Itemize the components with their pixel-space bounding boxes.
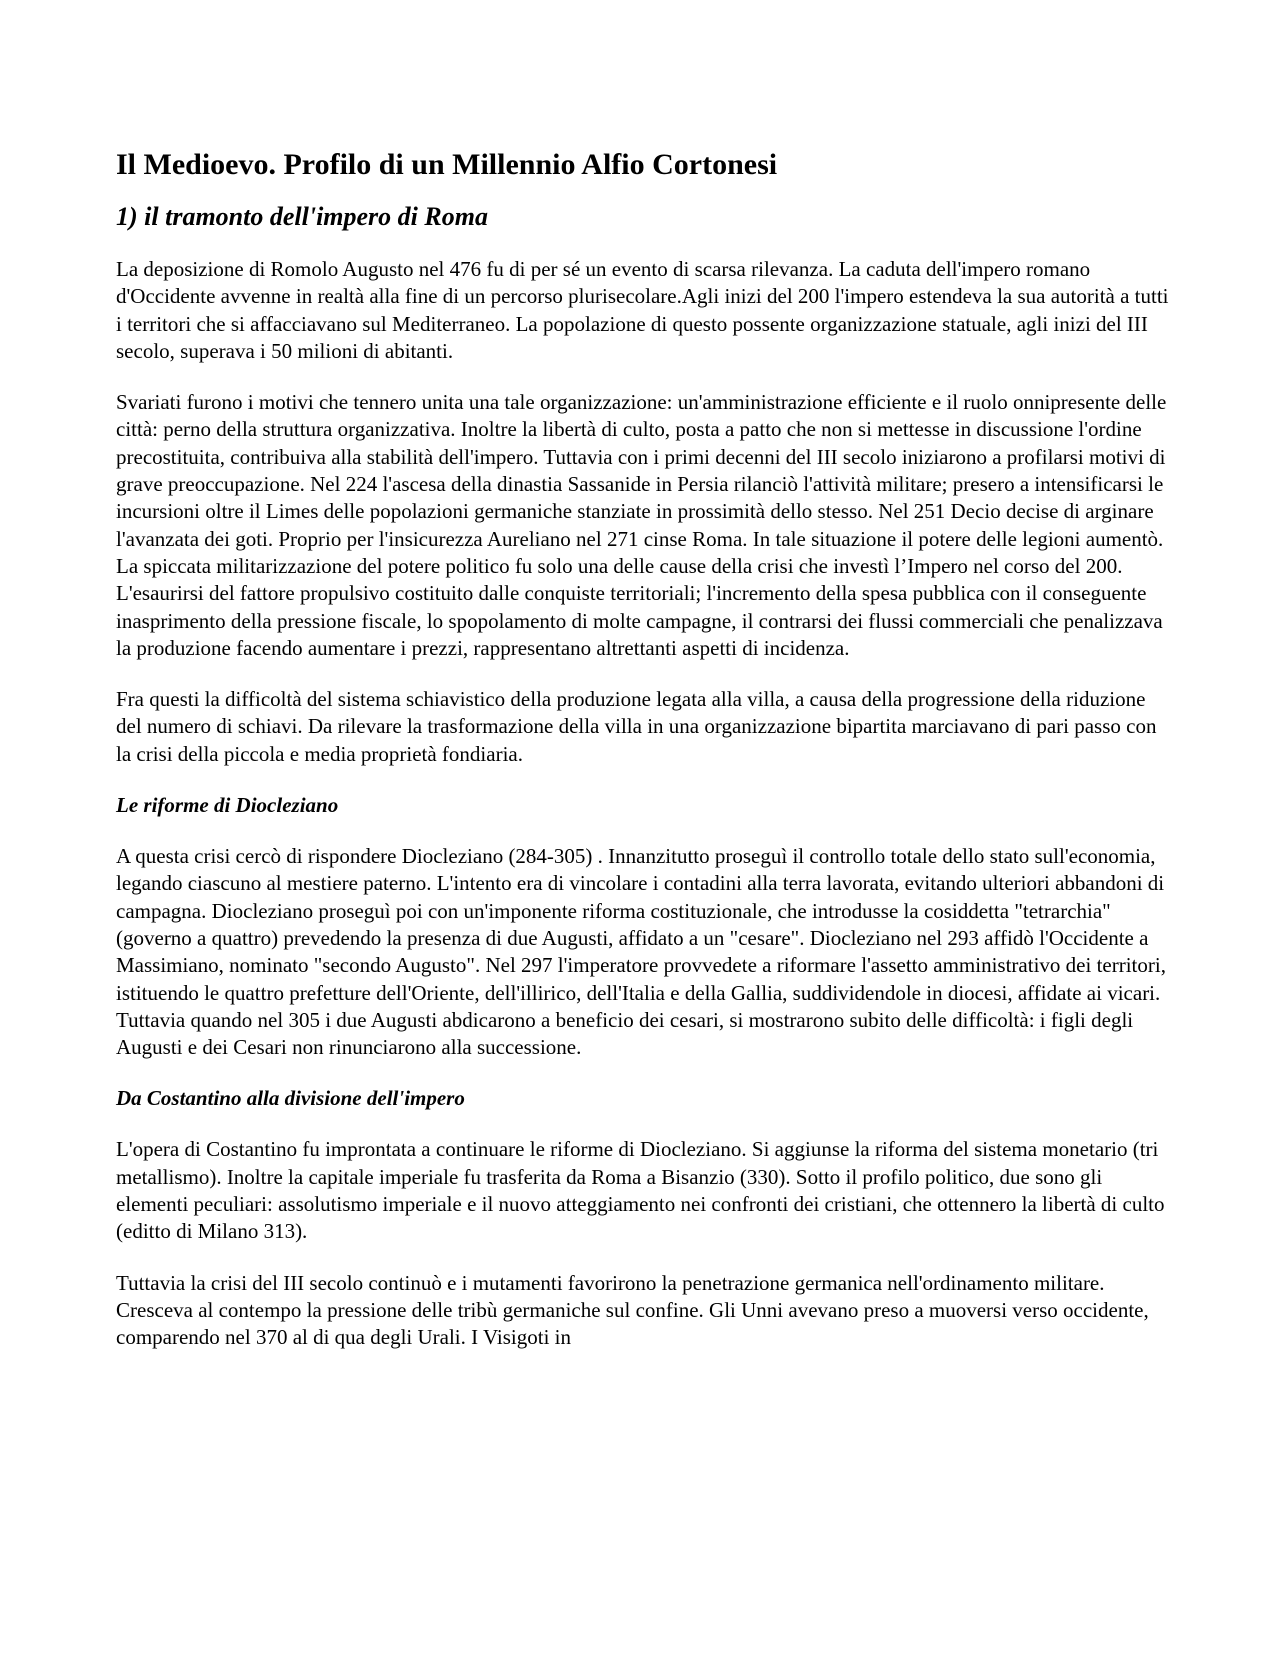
subsection-heading-costantino: Da Costantino alla divisione dell'impero [116, 1086, 465, 1111]
paragraph: Svariati furono i motivi che tennero unita una tale organizzazione: un'amministrazione efficiente e il ruolo onnipresente delle città: perno della struttura organizzativa. Inoltre la libertà di culto, posta a patto che non si mettesse in discussione l'ordine precostituita, contribuiva alla stabilità dell'impero. Tuttavia con i primi decenni del III secolo iniziarono a profilarsi motivi di grave preoccupazione. Nel 224 l'ascesa della dinastia Sassanide in Persia rilanciò l'attività militare; presero a intensificarsi le incursioni oltre il Limes delle popolazioni germaniche stanziate in prossimità dello stesso. Nel 251 Decio decise di arginare l'avanzata dei goti. Proprio per l'insicurezza Aureliano nel 271 cinse Roma. In tale situazione il potere delle legioni aumentò. La spiccata militarizzazione del potere politico fu solo una delle cause della crisi che investì l’Impero nel corso del 200. L'esaurirsi del fattore propulsivo costituito dalle conquiste territoriali; l'incremento della spesa pubblica con il conseguente inasprimento della pressione fiscale, lo spopolamento di molte campagne, il contrarsi dei flussi commerciali che penalizzava la produzione facendo aumentare i prezzi, rappresentano altrettanti aspetti di incidenza. [116, 390, 1167, 660]
paragraph: La deposizione di Romolo Augusto nel 476 fu di per sé un evento di scarsa rilevanza. La caduta dell'impero romano d'Occidente avvenne in realtà alla fine di un percorso plurisecolare.Agli inizi del 200 l'impero estendeva la sua autorità a tutti i territori che si affacciavano sul Mediterraneo. La popolazione di questo possente organizzazione statuale, agli inizi del III secolo, superava i 50 milioni di abitanti. [116, 257, 1169, 363]
document-title: Il Medioevo. Profilo di un Millennio Alfio Cortonesi [116, 148, 778, 181]
paragraph: Tuttavia la crisi del III secolo continuò e i mutamenti favorirono la penetrazione germanica nell'ordinamento militare. Cresceva al contempo la pressione delle tribù germaniche sul confine. Gli Unni avevano preso a muoversi verso occidente, comparendo nel 370 al di qua degli Urali. I Visigoti in [116, 1270, 1149, 1350]
subsection-heading-diocleziano: Le riforme di Diocleziano [116, 793, 339, 818]
paragraph: Fra questi la difficoltà del sistema schiavistico della produzione legata alla villa, a causa della progressione della riduzione del numero di schiavi. Da rilevare la trasformazione della villa in una organizzazione bipartita marciavano di pari passo con la crisi della piccola e media proprietà fondiaria. [116, 687, 1157, 766]
section-heading-tramonto: 1) il tramonto dell'impero di Roma [116, 202, 488, 231]
paragraph: A questa crisi cercò di rispondere Diocleziano (284-305) . Innanzitutto proseguì il controllo totale dello stato sull'economia, legando ciascuno al mestiere paterno. L'intento era di vincolare i contadini alla terra lavorata, evitando ulteriori abbandoni di campagna. Diocleziano proseguì poi con un'imponente riforma costituzionale, che introdusse la cosiddetta "tetrarchia" (governo a quattro) prevedendo la presenza di due Augusti, affidato a un "cesare". Diocleziano nel 293 affidò l'Occidente a Massimiano, nominato "secondo Augusto". Nel 297 l'imperatore provvedete a riformare l'assetto amministrativo dei territori, istituendo le quattro prefetture dell'Oriente, dell'illirico, dell'Italia e della Gallia, suddividendole in diocesi, affidate ai vicari. Tuttavia quando nel 305 i due Augusti abdicarono a beneficio dei cesari, si mostrarono subito delle difficoltà: i figli degli Augusti e dei Cesari non rinunciarono alla successione. [116, 844, 1166, 1060]
document-page [116, 148, 1172, 1376]
paragraph: L'opera di Costantino fu improntata a continuare le riforme di Diocleziano. Si aggiunse la riforma del sistema monetario (tri metallismo). Inoltre la capitale imperiale fu trasferita da Roma a Bisanzio (330). Sotto il profilo politico, due sono gli elementi peculiari: assolutismo imperiale e il nuovo atteggiamento nei confronti dei cristiani, che ottennero la libertà di culto (editto di Milano 313). [116, 1137, 1165, 1244]
